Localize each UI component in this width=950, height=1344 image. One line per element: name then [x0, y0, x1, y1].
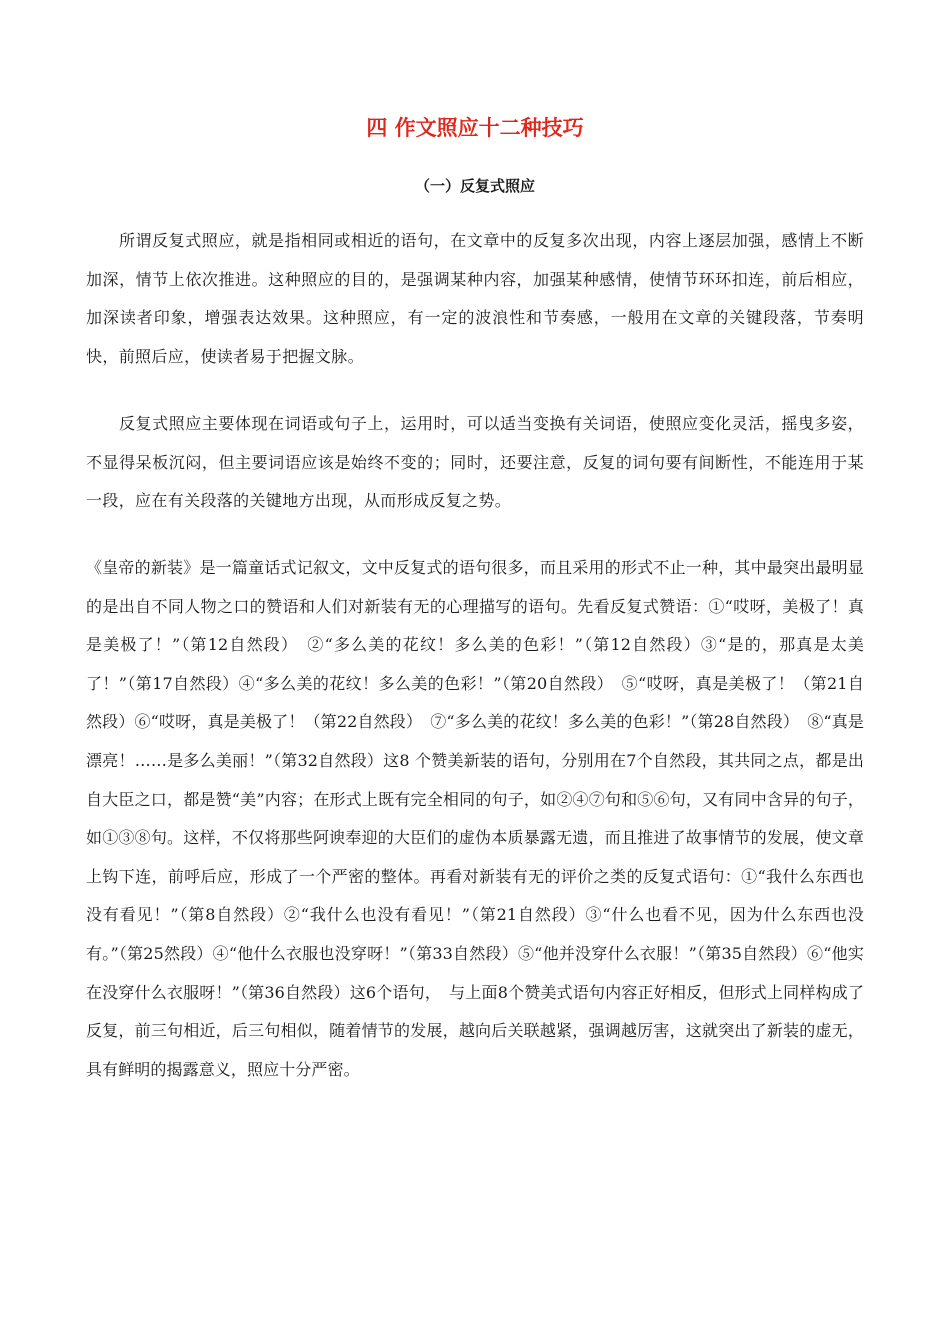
- paragraph-definition: 所谓反复式照应，就是指相同或相近的语句，在文章中的反复多次出现，内容上逐层加强，感情上不断加深，情节上依次推进。这种照应的目的，是强调某种内容，加强某种感情，使情节环环扣连，前后相应，加深读者印象，增强表达效果。这种照应，有一定的波浪性和节奏感，一般用在文章的关键段落，节奏明快，前照后应，使读者易于把握文脉。: [86, 231, 864, 366]
- paragraph-example: 《皇帝的新装》是一篇童话式记叙文，文中反复式的语句很多，而且采用的形式不止一种，其中最突出最明显的是出自不同人物之口的赞语和人们对新装有无的心理描写的语句。先看反复式赞语：①“哎呀，美极了！真是美极了！”（第12自然段） ②“多么美的花纹！多么美的色彩！”（第12自然段）③“是的，那真是太美了！”（第17自然段）④“多么美的花纹！多么美的色彩！”（第20自然段） ⑤“哎呀，真是美极了！（第21自然段）⑥“哎呀，真是美极了！（第22自然段） ⑦“多么美的花纹！多么美的色彩！”（第28自然段） ⑧“真是漂亮！……是多么美丽！”（第32自然段）这8 个赞美新装的语句，分别用在7个自然段，其共同之点，都是出自大臣之口，都是赞“美”内容；在形式上既有完全相同的句子，如②④⑦句和⑤⑥句，又有同中含异的句子，如①③⑧句。这样，不仅将那些阿谀奉迎的大臣们的虚伪本质暴露无遗，而且推进了故事情节的发展，使文章上钩下连，前呼后应，形成了一个严密的整体。再看对新装有无的评价之类的反复式语句：①“我什么东西也没有看见！”（第8自然段）②“我什么也没有看见！”（第21自然段）③“什么也看不见，因为什么东西也没有。”（第25然段）④“他什么衣服也没穿呀！”（第33自然段）⑤“他并没穿什么衣服！”（第35自然段）⑥“他实在没穿什么衣服呀！”（第36自然段）这6个语句， 与上面8个赞美式语句内容正好相反，但形式上同样构成了反复，前三句相近，后三句相似，随着情节的发展，越向后关联越紧，强调越厉害，这就突出了新装的虚无，具有鲜明的揭露意义，照应十分严密。: [86, 558, 864, 1079]
- section-heading: （一）反复式照应: [414, 177, 535, 195]
- paragraph-usage: 反复式照应主要体现在词语或句子上，运用时，可以适当变换有关词语，使照应变化灵活，摇曳多姿，不显得呆板沉闷，但主要词语应该是始终不变的；同时，还要注意，反复的词句要有间断性，不能连用于某一段，应在有关段落的关键地方出现，从而形成反复之势。: [86, 414, 864, 511]
- page-title: 四 作文照应十二种技巧: [366, 116, 584, 140]
